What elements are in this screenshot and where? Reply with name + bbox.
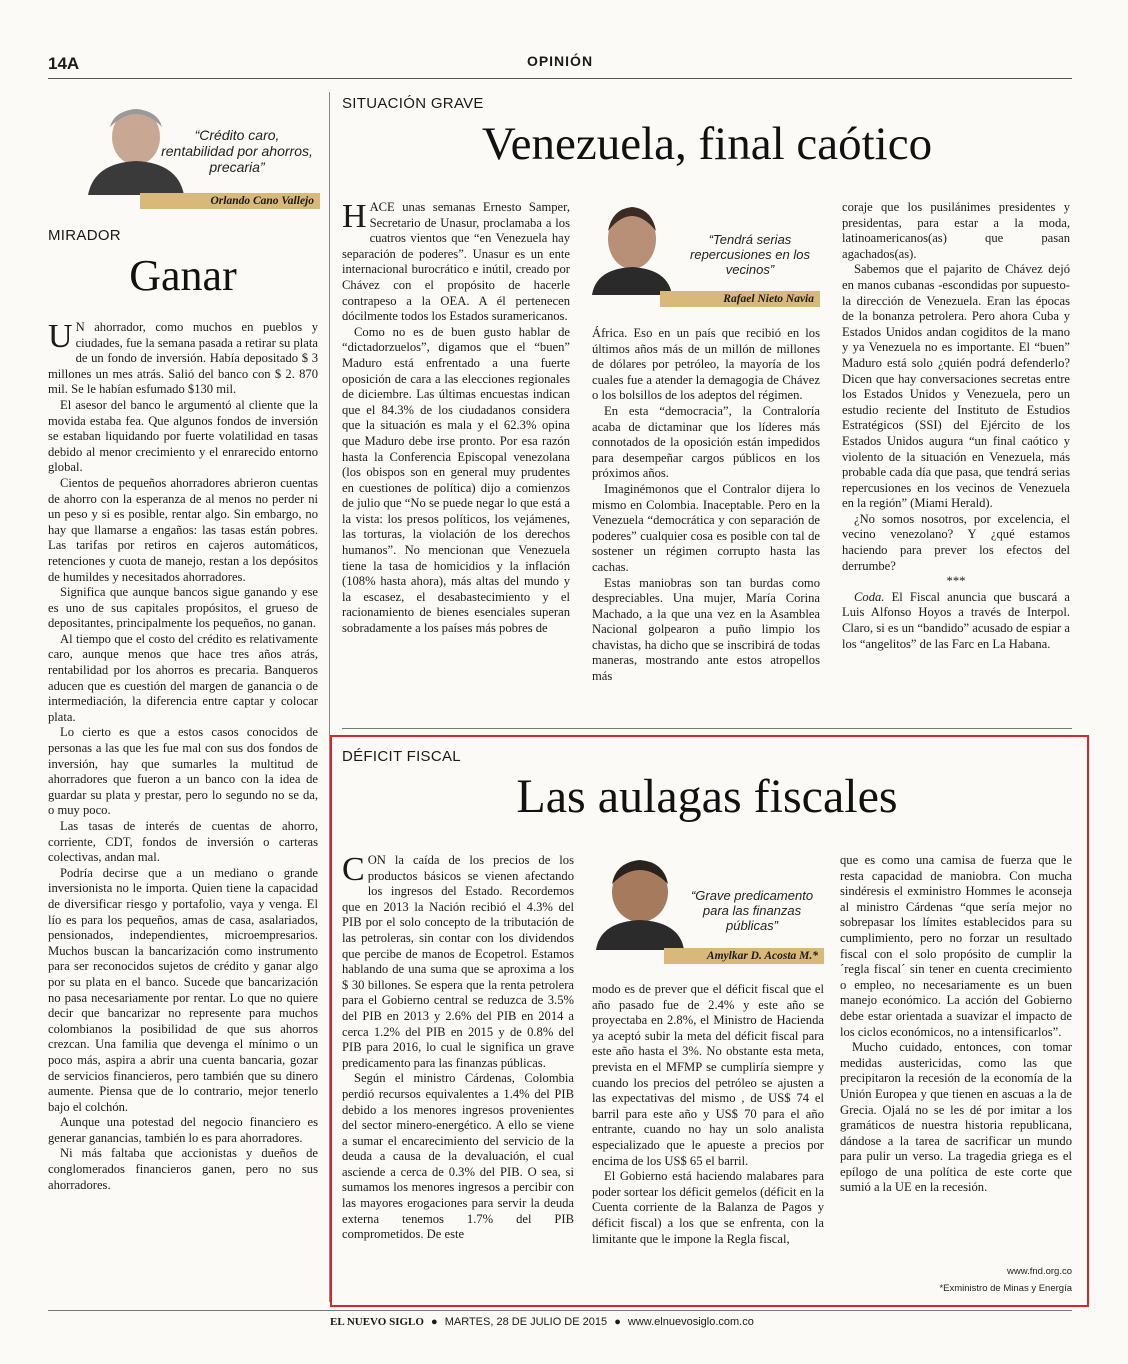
bullet-icon: ● bbox=[614, 1316, 621, 1328]
footer-rule bbox=[48, 1310, 1072, 1311]
author-footnote: *Exministro de Minas y Energía bbox=[939, 1283, 1072, 1294]
mirador-kicker: MIRADOR bbox=[48, 227, 121, 244]
venezuela-col2: África. Eso en un país que recibió en los últimos años más de un millón de millones de dólares por petróleo, la mayoría de los cuales fue a atender la demagogia de Chávez o los bolsillos de los adeptos del régimen. En esta “democracia”, la Contraloría acaba de dictaminar que los líderes más connotados de la oposición están impedidos para desempeñar cargos públicos en los próximos años. Imaginémonos que el Contralor dijera lo mismo en Colombia. Inaceptable. Pero en la Venezuela “democrática y con separación de poderes” cualquier cosa es posible con tal de sostener un régimen corrupto hasta las cachas. Estas maniobras son tan burdas como despreciables. Una mujer, María Corina Machado, a la que una vez en la Asamblea Nacional golpearon a puño limpio los chavistas, ha dicho que se inscribirá de todas maneras, mostrando ante estos atropellos más bbox=[592, 326, 820, 684]
dropcap: H bbox=[342, 200, 367, 235]
venezuela-col1: HACE unas semanas Ernesto Samper, Secretario de Unasur, proclamaba a los cuatros vientos que “en Venezuela hay separación de poderes”. Unasur es un ente internacional burocrático e inútil, creado por Chávez con el propósito de hacerle contrapeso a la OEA. A él pertenecen dócilmente todos los Estados suramericanos. Como no es de buen gusto hablar de “dictadorzuelos”, digamos que el “buen” Maduro está enfrentado a una fuerte oposición de cara a las elecciones regionales de diciembre. Las últimas encuestas indican que el 84.3% de los ciudadanos considera que la situación es mala y el 62.3% opina que Maduro debe irse pronto. Por esa razón hasta la Conferencia Episcopal venezolana (los obispos son en general muy prudentes en cuestiones de política) dijo a comienzos de julio que “No se puede negar lo que está a la vista: los presos políticos, los vejámenes, las torturas, la violación de los derechos humanos”. No mencionan que Venezuela tiene la tasa de homicidios y la inflación (108% hasta ahora), más altas del mundo y la escasez, el desabastecimiento y el racionamiento de bienes esenciales superan sobradamente a los países más pobres de bbox=[342, 200, 570, 636]
aulagas-headline: Las aulagas fiscales bbox=[516, 770, 898, 823]
bullet-icon: ● bbox=[430, 1316, 438, 1328]
mirador-author: Orlando Cano Vallejo bbox=[140, 193, 320, 209]
footer-url: www.elnuevosiglo.com.co bbox=[627, 1316, 754, 1328]
mirador-article-body: U N ahorrador, como muchos en pueblos y ciudades, fue la semana pasada a retirar su plata de un fondo de inversión. Había depositado $ 3 millones un mes atrás. Salió del banco con $ 2. 870 mil. Se le habían esfumado $130 mil. El asesor del banco le argumentó al cliente que la movida estaba fea. Que algunos fondos de inversión se estaban liquidando por fuerte volatilidad en tasas debido al menor crecimiento y el enrarecido entorno global. Cientos de pequeños ahorradores abrieron cuentas de ahorro con la esperanza de al menos no perder ni un peso y si es posible, rentar algo. Sin embargo, no hay que llamarse a engaños: las tasas están pobres. Las tarifas por retiros en cajeros automáticos, retenciones y cuota de manejo, restan a los depósitos de humildes y necesitados ahorradores. Significa que aunque bancos sigue ganando y ese es uno de sus capitales propósitos, el grueso de depositantes, principalmente los pequeños, no ganan. Al tiempo que el costo del crédito es relativamente caro, aunque menos que hace tres años atrás, rentabilidad por los ahorros es precaria. Banqueros aducen que es cuestión del margen de ganancia o de intermediación, la diferencia entre captar y colocar plata. Lo cierto es que a estos casos conocidos de personas a las que les fue mal con sus dos fondos de inversión, hay que sumarles la multitud de ahorradores que fueron a un banco con la idea de guardar su plata y prestar, pero lo segundo no se da, o muy poco. Las tasas de interés de cuentas de ahorro, corriente, CDT, fondos de inversión o carteras colectivas, andan mal. Podría decirse que a un mediano o grande inversionista no le importa. Quien tiene la capacidad de diversificar riesgo y portafolio, vaya y venga. El lío es para los pequeños, amas de casa, asalariados, pensionados, independientes, microempresarios. Muchos buscan la bancarización como instrumento para ser reconocidos sujetos de crédito y ganar algo por su plata en el banco. Sucede que bancarización no pasa necesariamente por rentar. Lo que no quiere decir que bancarizar no represente para muchos colombianos la posibilidad de que sus ahorros crezcan. Una familia que devenga el mínimo o un poco más, aspira a abrir una cuenta bancaria, gozar de servicios financieros, pero también que su dinero aumente. Piensa que de lo contrario, mejor tenerlo bajo el colchón. Aunque una potestad del negocio financiero es generar ganancias, también lo es para ahorradores. Ni más faltaba que accionistas y dueños de conglomerados financieros ganen, pero no sus ahorradores. bbox=[48, 320, 318, 1192]
coda-label: Coda. bbox=[854, 589, 885, 604]
article-divider bbox=[342, 728, 1072, 729]
mirador-quote: “Crédito caro, rentabilidad por ahorros, precaria” bbox=[161, 127, 313, 175]
venezuela-kicker: SITUACIÓN GRAVE bbox=[342, 95, 484, 112]
venezuela-quote: “Tendrá serias repercusiones en los vecinos” bbox=[690, 232, 810, 277]
dropcap: U bbox=[48, 320, 73, 355]
aulagas-kicker: DÉFICIT FISCAL bbox=[342, 748, 461, 765]
aulagas-author: Amylkar D. Acosta M.* bbox=[664, 948, 824, 964]
aulagas-col2: modo es de prever que el déficit fiscal que el año pasado fue de 2.4% y este año se proyectaba en 2.8%, el Ministro de Hacienda ya aceptó subir la meta del déficit fiscal para este año hasta el 3%. No obstante esta meta, prevista en el MFMP se cumpliría siempre y cuando los precios del petróleo se ajusten a las expectativas del mismo , de US$ 74 el barril para este año y US$ 70 para el año entrante, cuando no hay un solo analista especializado que le apueste a precios por encima de los US$ 65 el barril. El Gobierno está haciendo malabares para poder sortear los déficit gemelos (déficit en la Cuenta corriente de la Balanza de Pagos y déficit fiscal) a los que se enfrenta, con la limitante que le impone la Regla fiscal, bbox=[592, 982, 824, 1246]
venezuela-col3: coraje que los pusilánimes presidentes y presidentas, para estar a la moda, latinoamericanos(as) que pasan agachados(as). Sabemos que el pajarito de Chávez dejó en manos cubanas -escondidas por supuesto- la dirección de Venezuela. Eran las épocas de la bonanza petrolera. Pero ahora Cuba y Estados Unidos andan cogiditos de la mano y ya Venezuela no es importante. El “buen” Maduro está solo ¿quién podrá defenderlo? Dicen que hay conversaciones secretas entre los Estados Unidos y Venezuela, pero un estudio reciente del Instituto de Estudios Estratégicos (SSI) del Ejército de los Estados Unidos augura “un final caótico y violento de la situación en Venezuela, más probable cada día que pasa, que tendrá serias repercusiones en los vecinos de Venezuela en la región” (Miami Herald). ¿No somos nosotros, por excelencia, el vecino venezolano? Y ¿qué estamos haciendo para prever los efectos del derrumbe? *** Coda. El Fiscal anuncia que buscará a Luis Alfonso Hoyos a través de Interpol. Claro, si es un “bandido” acusado de espiar a los “angelitos” de las Farc en La Habana. bbox=[842, 200, 1070, 651]
footer-date: MARTES, 28 DE JULIO DE 2015 bbox=[444, 1316, 608, 1328]
page-number: 14A bbox=[48, 54, 80, 73]
masthead-logo: EL NUEVO SIGLO bbox=[330, 1316, 424, 1328]
venezuela-headline: Venezuela, final caótico bbox=[481, 118, 933, 170]
mirador-headline: Ganar bbox=[129, 251, 237, 300]
author-website: www.fnd.org.co bbox=[1007, 1266, 1072, 1277]
section-label: OPINIÓN bbox=[526, 53, 594, 69]
aulagas-quote: “Grave predicamento para las finanzas públicas” bbox=[690, 888, 814, 933]
aulagas-col3: que es como una camisa de fuerza que le resta capacidad de maniobra. Con mucha sindéresis el exministro Hommes le aconseja al ministro Cárdenas “que sería mejor no sobrepasar los límites establecidos para su cumplimiento, pero no forzar un resultado fiscal con el solo propósito de cumplir la ´regla fiscal´ sin tener en cuenta crecimiento o empleo, no necesariamente es un buen manejo económico. La acción del Gobierno debe estar orientada a suavizar el impacto de los ciclos económicos, no a intensificarlos”. Mucho cuidado, entonces, con tomar medidas austericidas, como las que precipitaron la recesión de la economía de la Unión Europea y que tienen en ascuas a la de Grecia. Ojalá no se les dé por imitar a los gramáticos de nuestra historia republicana, dándose a la tarea de sacrificar un mundo para pulir un verso. La tragedia griega es el epílogo de una política de este corte que sumió a la UE en la recesión. bbox=[840, 853, 1072, 1195]
header-rule bbox=[48, 78, 1072, 79]
venezuela-author: Rafael Nieto Navia bbox=[660, 291, 820, 307]
dropcap: C bbox=[342, 853, 365, 888]
aulagas-col1: CON la caída de los precios de los productos básicos se vienen afectando los ingresos del Estado. Recordemos que en 2013 la Nación recibió el 4.3% del PIB por el solo concepto de la tributación de las petroleras, sin contar con los dividendos que percibe de manos de Ecopetrol. Estamos hablando de una suma que se aproxima a los $ 30 billones. Se espera que la renta petrolera para el Gobierno central se reduzca de 3.5% del PIB en 2013 y 2.6% del PIB en 2014 a cerca 1.2% del PIB en 2015 y de 0.8% del PIB para 2016, lo cual le significa un grave predicamento para las finanzas públicas. Según el ministro Cárdenas, Colombia perdió recursos equivalentes a 1.4% del PIB debido a los menores ingresos provenientes del sector minero-energético. A ello se viene a sumar el encarecimiento del servicio de la deuda a causa de la devaluación, el cual asciende a cerca de 0.3% del PIB. O sea, si sumamos los menores ingresos a percibir con las mayores erogaciones para servir la deuda externa tenemos 1.7% del PIB comprometidos. De este bbox=[342, 853, 574, 1242]
section-stars: *** bbox=[946, 574, 966, 589]
footer-line bbox=[330, 1316, 754, 1328]
